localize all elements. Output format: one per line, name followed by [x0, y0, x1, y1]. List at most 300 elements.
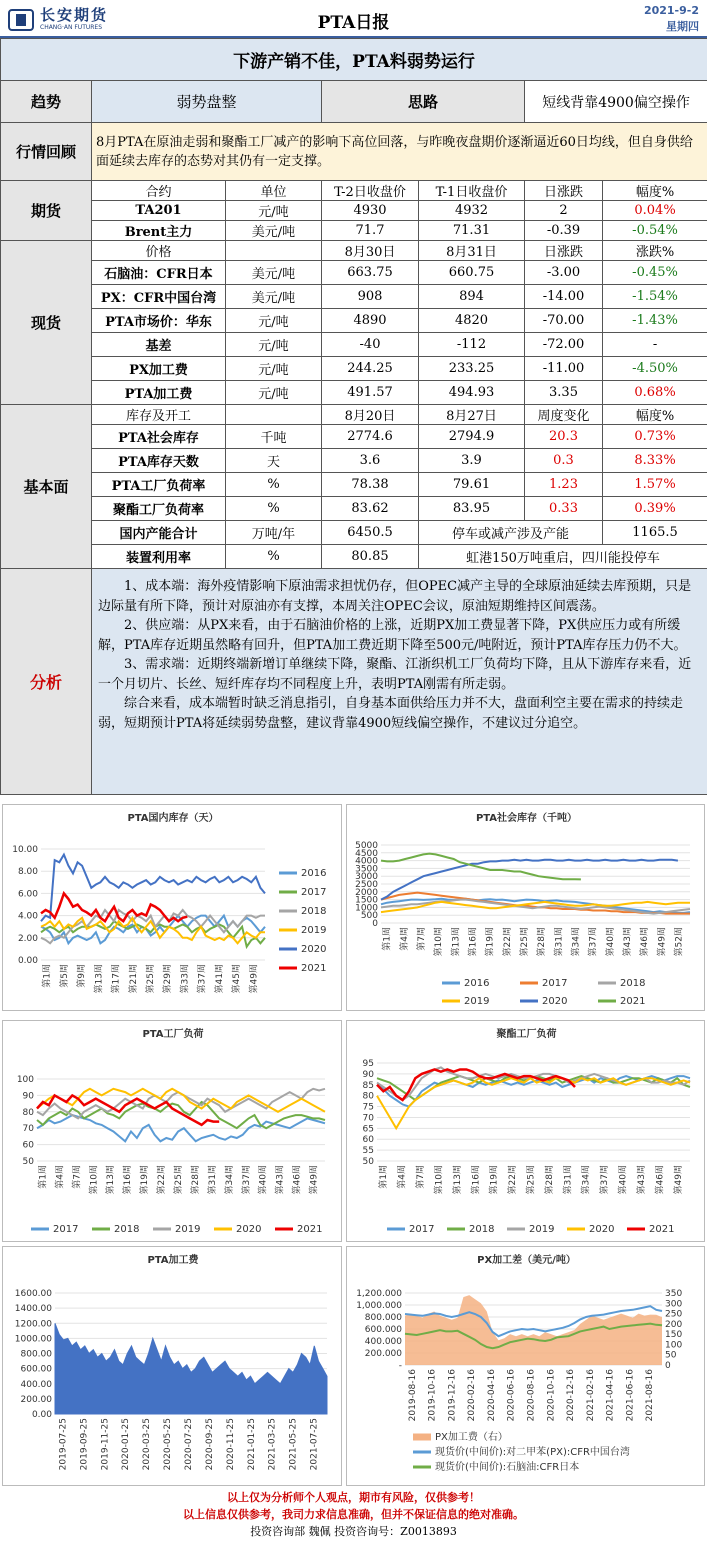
fund-value: 2774.6	[322, 425, 419, 449]
spot-value: 4890	[322, 309, 419, 333]
report-table	[0, 38, 707, 795]
legend-entry: PX加工费（右）	[435, 1432, 508, 1443]
analysis-paragraph: 综合来看，成本端暂时缺乏消息指引，自身基本面供给压力并不大，盘面利空主要在需求的持续走弱，短期预计PTA将延续弱势盘整，建议背靠4900短线偏空操作，不建议过分追空。	[98, 696, 684, 731]
x-tick-label: 2020-02-16	[467, 1369, 478, 1422]
x-tick-label: 第43周	[636, 1165, 647, 1195]
x-tick-label: 第25周	[519, 927, 530, 957]
chart-px-spread	[347, 1247, 706, 1487]
x-tick-label: 第1周	[38, 1165, 49, 1189]
x-tick-label: 第4周	[397, 1165, 408, 1189]
y-tick-label: 50	[22, 1157, 34, 1167]
legend-entry: 2016	[464, 978, 490, 989]
x-tick-label: 第22周	[508, 1165, 519, 1195]
x-tick-label: 第22周	[502, 927, 513, 957]
series-line	[41, 893, 187, 921]
y-tick-label: 65	[362, 1124, 374, 1135]
capacity-label: 国内产能合计	[92, 521, 226, 545]
analysis-body	[92, 569, 707, 795]
y-tick-label: 2000	[355, 887, 378, 898]
headline: 下游产销不佳，PTA料弱势运行	[1, 39, 707, 81]
spot-change: -3.00	[525, 261, 603, 285]
y2-tick-label: 200	[665, 1319, 683, 1330]
x-tick-label: 第4周	[55, 1165, 66, 1189]
fund-value: 3.9	[419, 449, 525, 473]
y-tick-label: 1400.00	[14, 1304, 52, 1315]
disclaimer-2: 以上信息仅供参考，我司力求信息准确，但并不保证信息的绝对准确。	[183, 1508, 524, 1521]
x-tick-label: 第16周	[471, 1165, 482, 1195]
x-tick-label: 第40周	[618, 1165, 629, 1195]
chart-pta-margin	[3, 1247, 343, 1487]
utilization-value: 80.85	[322, 545, 419, 569]
x-tick-label: 第46周	[640, 927, 651, 957]
spot-unit: 元/吨	[226, 357, 322, 381]
analysis-paragraph: 3、需求端：近期终端新增订单继续下降，聚酯、江浙织机工厂负荷均下降，且从下游库存来看，近一个月切片、长丝、短纤库存均不同程度上升，表明PTA刚需有所走弱。	[98, 657, 692, 692]
utilization-label: 装置利用率	[92, 545, 226, 569]
analysis-paragraph: 1、成本端：海外疫情影响下原油需求担忧仍存，但OPEC减产主导的全球原油延续去库预期，只是边际量有所下降，预计对原油亦有支撑，本周关注OPEC会议，原油短期维持区间震荡。	[98, 579, 692, 614]
y-tick-label: 3000	[355, 872, 378, 883]
fund-header: 幅度%	[603, 405, 707, 425]
chart-panel-pta-load	[2, 1020, 342, 1242]
x-tick-label: 2020-06-16	[506, 1369, 517, 1422]
legend-entry: 2019	[175, 1224, 201, 1235]
analysis-paragraph: 2、供应端：从PX来看，由于石脑油价格的上涨，近期PX加工费显著下降，PX供应压力或有所缓解，PTA库存近期虽然略有回升，但PTA加工费近期下降至500元/吨附近，预计PTA库存压力仍不大。	[98, 618, 687, 653]
futures-price: 71.7	[322, 221, 419, 241]
x-tick-label: 2021-06-16	[625, 1369, 636, 1422]
futures-pct: -0.54%	[603, 221, 707, 241]
spot-unit: 元/吨	[226, 381, 322, 405]
spot-change: -14.00	[525, 285, 603, 309]
y-tick-label: 100	[16, 1075, 34, 1085]
chart-panel-inventory-days	[2, 804, 342, 1011]
legend-entry: 2021	[301, 963, 327, 974]
x-tick-label: 2021-01-25	[246, 1418, 257, 1471]
x-tick-label: 第25周	[146, 964, 156, 994]
x-tick-label: 2020-04-16	[486, 1369, 497, 1422]
spot-pct: -	[603, 333, 707, 357]
spot-item: 基差	[92, 333, 226, 357]
spot-item: PX：CFR中国台湾	[92, 285, 226, 309]
series-line	[41, 855, 265, 922]
y-tick-label: 4500	[355, 848, 378, 859]
chart-title: 聚酯工厂负荷	[496, 1029, 557, 1040]
x-tick-label: 第7周	[416, 927, 427, 951]
x-tick-label: 2020-11-25	[225, 1418, 236, 1471]
legend-entry: 2017	[542, 978, 568, 989]
y-tick-label: 0	[372, 919, 378, 929]
y-tick-label: -	[398, 1361, 402, 1371]
futures-header: 单位	[226, 181, 322, 201]
trend-value: 弱势盘整	[92, 81, 322, 123]
x-tick-label: 第41周	[214, 964, 225, 994]
fundamentals-label: 基本面	[1, 405, 92, 569]
logo-name-en: CHANG·AN FUTURES	[40, 24, 103, 31]
x-tick-label: 2020-05-25	[163, 1418, 174, 1471]
x-tick-label: 2020-03-25	[142, 1418, 153, 1471]
x-tick-label: 第7周	[416, 1165, 427, 1189]
legend-entry: 2021	[649, 1224, 675, 1235]
legend-entry: 2016	[301, 868, 327, 879]
futures-contract: Brent主力	[92, 221, 226, 241]
futures-unit: 美元/吨	[226, 221, 322, 241]
x-tick-label: 第4周	[399, 927, 410, 951]
x-tick-label: 第45周	[232, 964, 243, 994]
spot-value: -112	[419, 333, 525, 357]
report-header	[0, 0, 707, 38]
x-tick-label: 2020-09-25	[204, 1418, 215, 1471]
spot-unit: 元/吨	[226, 309, 322, 333]
x-tick-label: 2020-10-16	[546, 1369, 557, 1422]
x-tick-label: 第29周	[163, 964, 174, 994]
x-tick-label: 第34周	[224, 1165, 235, 1195]
y-tick-label: 1,000.000	[356, 1301, 402, 1311]
x-tick-label: 第5周	[59, 964, 70, 988]
capacity-value: 6450.5	[322, 521, 419, 545]
y-tick-label: 3500	[355, 864, 378, 875]
x-tick-label: 2021-02-16	[585, 1369, 596, 1422]
y-tick-label: 400.00	[20, 1379, 52, 1390]
fund-value: 83.95	[419, 497, 525, 521]
futures-label: 期货	[1, 181, 92, 241]
x-tick-label: 2021-04-16	[605, 1369, 616, 1422]
y-tick-label: 0.00	[17, 956, 38, 966]
fund-change: 1.23	[525, 473, 603, 497]
y-tick-label: 0.00	[31, 1410, 52, 1420]
x-tick-label: 第17周	[111, 964, 122, 994]
chart-title: PTA工厂负荷	[142, 1029, 204, 1040]
x-tick-label: 第49周	[309, 1165, 320, 1195]
x-tick-label: 2019-09-25	[79, 1418, 90, 1471]
x-tick-label: 第34周	[571, 927, 582, 957]
y-tick-label: 60	[22, 1140, 34, 1151]
y-tick-label: 200.000	[364, 1349, 402, 1359]
chart-panel-pta-margin	[2, 1246, 342, 1486]
fund-item: PTA工厂负荷率	[92, 473, 226, 497]
y2-tick-label: 350	[665, 1289, 683, 1299]
x-tick-label: 第28周	[537, 927, 548, 957]
legend-entry: 2019	[301, 925, 327, 936]
spot-header: 日涨跌	[525, 241, 603, 261]
idea-value: 短线背靠4900偏空操作	[525, 81, 707, 123]
spot-pct: -4.50%	[603, 357, 707, 381]
series-line	[377, 1078, 690, 1128]
legend-entry: 2020	[301, 944, 327, 955]
utilization-note: 虹港150万吨重启，四川能投停车	[419, 545, 707, 569]
y-tick-label: 2.00	[17, 933, 38, 944]
review-label: 行情回顾	[1, 123, 92, 181]
y-tick-label: 70	[362, 1113, 374, 1124]
y-tick-label: 90	[22, 1091, 34, 1102]
legend-entry: 2018	[301, 906, 327, 917]
fund-header: 库存及开工	[92, 405, 226, 425]
x-tick-label: 第37周	[600, 1165, 611, 1195]
x-tick-label: 第37周	[197, 964, 208, 994]
chart-inventory-days	[3, 805, 343, 1012]
fund-pct: 8.33%	[603, 449, 707, 473]
x-tick-label: 第31周	[563, 1165, 574, 1195]
disclaimer-1: 以上仅为分析师个人观点，期市有风险，仅供参考！	[227, 1491, 480, 1504]
spot-pct: 0.68%	[603, 381, 707, 405]
fund-header: 8月20日	[322, 405, 419, 425]
x-tick-label: 第13周	[106, 1165, 117, 1195]
chart-polyester-load	[347, 1021, 706, 1243]
x-tick-label: 第52周	[674, 927, 685, 957]
fund-change: 20.3	[525, 425, 603, 449]
spot-pct: -1.54%	[603, 285, 707, 309]
y-tick-label: 80	[22, 1107, 34, 1118]
x-tick-label: 第16周	[123, 1165, 134, 1195]
report-title: PTA日报	[317, 13, 390, 33]
analysis-label: 分析	[1, 569, 92, 795]
x-tick-label: 2021-07-25	[309, 1418, 320, 1471]
x-tick-label: 第1周	[42, 964, 53, 988]
y-tick-label: 800.00	[20, 1349, 52, 1360]
y-tick-label: 1500	[355, 895, 378, 906]
y2-tick-label: 100	[665, 1340, 683, 1351]
fund-item: 聚酯工厂负荷率	[92, 497, 226, 521]
x-tick-label: 第37周	[588, 927, 599, 957]
spot-item: PX加工费	[92, 357, 226, 381]
legend-entry: 2017	[53, 1224, 79, 1235]
capacity-note-value: 1165.5	[603, 521, 707, 545]
fund-item: PTA库存天数	[92, 449, 226, 473]
y2-tick-label: 300	[665, 1299, 683, 1310]
x-tick-label: 2020-12-16	[566, 1369, 577, 1422]
x-tick-label: 第13周	[94, 964, 105, 994]
spot-item: PTA加工费	[92, 381, 226, 405]
spot-unit: 美元/吨	[226, 261, 322, 285]
x-tick-label: 2020-07-25	[184, 1418, 194, 1471]
y-tick-label: 4.00	[17, 911, 38, 922]
spot-header: 涨跌%	[603, 241, 707, 261]
x-tick-label: 第40周	[258, 1165, 269, 1195]
x-tick-label: 第10周	[434, 927, 445, 957]
x-tick-label: 2021-05-25	[288, 1418, 299, 1471]
spot-pct: -0.45%	[603, 261, 707, 285]
y-tick-label: 4000	[355, 856, 378, 867]
y-tick-label: 8.00	[17, 867, 38, 878]
futures-contract: TA201	[92, 201, 226, 221]
spot-value: 894	[419, 285, 525, 309]
fund-value: 2794.9	[419, 425, 525, 449]
legend-entry: 2017	[301, 887, 327, 898]
fund-unit: 天	[226, 449, 322, 473]
x-tick-label: 第10周	[89, 1165, 100, 1195]
x-tick-label: 第28周	[544, 1165, 555, 1195]
y-tick-label: 1600.00	[14, 1289, 52, 1299]
legend-entry: 2018	[114, 1224, 140, 1235]
x-tick-label: 第46周	[655, 1165, 666, 1195]
y2-tick-label: 50	[665, 1350, 677, 1361]
fund-change: 0.33	[525, 497, 603, 521]
futures-unit: 元/吨	[226, 201, 322, 221]
fund-change: 0.3	[525, 449, 603, 473]
y-tick-label: 500	[360, 911, 378, 922]
x-tick-label: 第21周	[128, 964, 139, 994]
capacity-note-label: 停车或减产涉及产能	[419, 521, 603, 545]
x-tick-label: 第43周	[275, 1165, 286, 1195]
y2-tick-label: 150	[665, 1330, 683, 1341]
x-tick-label: 第19周	[140, 1165, 151, 1195]
y-tick-label: 1000	[355, 903, 378, 914]
logo-name: 长安期货	[40, 6, 109, 24]
chart-panel-polyester-load	[346, 1020, 705, 1242]
x-tick-label: 2021-03-25	[267, 1418, 278, 1471]
y-tick-label: 60	[362, 1135, 374, 1146]
legend-entry: 2020	[236, 1224, 262, 1235]
weekday-text: 星期四	[666, 20, 699, 33]
spot-value: 233.25	[419, 357, 525, 381]
spot-value: -40	[322, 333, 419, 357]
legend-entry: 2021	[620, 996, 646, 1007]
series-line	[381, 854, 581, 880]
x-tick-label: 第9周	[77, 964, 88, 988]
legend-entry: 2021	[297, 1224, 323, 1235]
y-tick-label: 2500	[355, 880, 378, 890]
futures-header: 幅度%	[603, 181, 707, 201]
idea-label: 思路	[322, 81, 525, 123]
footer	[0, 1489, 707, 1543]
futures-price: 4932	[419, 201, 525, 221]
fund-pct: 0.39%	[603, 497, 707, 521]
fund-pct: 0.73%	[603, 425, 707, 449]
futures-change: -0.39	[525, 221, 603, 241]
y-tick-label: 95	[362, 1059, 374, 1069]
x-tick-label: 第43周	[622, 927, 633, 957]
fund-value: 79.61	[419, 473, 525, 497]
futures-price: 71.31	[419, 221, 525, 241]
legend-entry: 2020	[542, 996, 568, 1007]
spot-change: -70.00	[525, 309, 603, 333]
y-tick-label: 85	[362, 1080, 374, 1091]
fund-unit: 千吨	[226, 425, 322, 449]
y-tick-label: 400.000	[364, 1337, 402, 1347]
spot-value: 4820	[419, 309, 525, 333]
fund-header	[226, 405, 322, 425]
y-tick-label: 5000	[355, 841, 378, 851]
chart-title: PTA加工费	[147, 1255, 199, 1266]
fund-value: 83.62	[322, 497, 419, 521]
y-tick-label: 50	[362, 1157, 374, 1167]
analyst-info: 投资咨询部 魏佩 投资咨询号：Z0013893	[250, 1525, 457, 1538]
chart-title: PX加工差（美元/吨）	[477, 1255, 576, 1266]
legend-entry: 2019	[464, 996, 490, 1007]
legend-entry: 2020	[589, 1224, 615, 1235]
y-tick-label: 600.000	[364, 1325, 402, 1335]
x-tick-label: 2019-08-16	[407, 1369, 418, 1422]
y2-tick-label: 250	[665, 1309, 683, 1320]
x-tick-label: 2019-12-16	[447, 1369, 458, 1422]
x-tick-label: 第22周	[157, 1165, 168, 1195]
futures-header: 合约	[92, 181, 226, 201]
x-tick-label: 第37周	[241, 1165, 252, 1195]
chart-title: PTA社会库存（千吨）	[475, 813, 578, 824]
y-tick-label: 600.00	[20, 1364, 52, 1375]
futures-header: T-1日收盘价	[419, 181, 525, 201]
spot-header: 8月30日	[322, 241, 419, 261]
futures-price: 4930	[322, 201, 419, 221]
legend-entry: 2018	[620, 978, 646, 989]
fund-header: 8月27日	[419, 405, 525, 425]
fund-item: PTA社会库存	[92, 425, 226, 449]
x-tick-label: 2019-10-16	[427, 1369, 438, 1422]
x-tick-label: 第49周	[673, 1165, 684, 1195]
chart-title: PTA国内库存（天）	[127, 813, 219, 824]
x-tick-label: 2019-11-25	[100, 1418, 111, 1471]
x-tick-label: 第28周	[190, 1165, 201, 1195]
y-tick-label: 6.00	[17, 889, 38, 900]
y-tick-label: 1000.00	[14, 1334, 52, 1345]
spot-value: 244.25	[322, 357, 419, 381]
spot-value: 491.57	[322, 381, 419, 405]
x-tick-label: 第33周	[180, 964, 191, 994]
x-tick-label: 2020-08-16	[526, 1369, 537, 1422]
y-tick-label: 10.00	[12, 845, 38, 855]
futures-change: 2	[525, 201, 603, 221]
y-tick-label: 200.00	[20, 1394, 52, 1405]
spot-unit: 美元/吨	[226, 285, 322, 309]
x-tick-label: 第31周	[207, 1165, 218, 1195]
x-tick-label: 第25周	[174, 1165, 184, 1195]
x-tick-label: 第46周	[292, 1165, 303, 1195]
report-date	[644, 3, 699, 35]
date-text: 2021-9-2	[643, 4, 699, 17]
futures-header: T-2日收盘价	[322, 181, 419, 201]
legend-entry: 2018	[469, 1224, 495, 1235]
spot-unit: 元/吨	[226, 333, 322, 357]
legend-entry: 2019	[529, 1224, 555, 1235]
x-tick-label: 第40周	[605, 927, 616, 957]
y2-tick-label: 0	[665, 1361, 671, 1371]
spot-item: 石脑油：CFR日本	[92, 261, 226, 285]
x-tick-label: 第19周	[485, 927, 496, 957]
utilization-unit: %	[226, 545, 322, 569]
y-tick-label: 90	[362, 1069, 374, 1080]
x-tick-label: 第25周	[526, 1165, 537, 1195]
fund-value: 78.38	[322, 473, 419, 497]
fund-pct: 1.57%	[603, 473, 707, 497]
y-tick-label: 800.000	[364, 1313, 402, 1323]
legend-entry: 现货价(中间价):对二甲苯(PX):CFR中国台湾	[435, 1447, 630, 1458]
x-tick-label: 第13周	[452, 1165, 463, 1195]
capacity-unit: 万吨/年	[226, 521, 322, 545]
y-tick-label: 1,200.000	[356, 1289, 402, 1299]
fund-unit: %	[226, 497, 322, 521]
chart-panel-px-spread	[346, 1246, 705, 1486]
x-tick-label: 第49周	[249, 964, 260, 994]
legend-entry: 现货价(中间价):石脑油:CFR日本	[435, 1462, 580, 1473]
spot-header	[226, 241, 322, 261]
spot-item: PTA市场价：华东	[92, 309, 226, 333]
fund-unit: %	[226, 473, 322, 497]
y-tick-label: 1200.00	[14, 1319, 52, 1330]
spot-value: 660.75	[419, 261, 525, 285]
x-tick-label: 2019-07-25	[58, 1418, 69, 1471]
x-tick-label: 2020-01-25	[121, 1418, 132, 1471]
fund-header: 周度变化	[525, 405, 603, 425]
spot-header: 价格	[92, 241, 226, 261]
x-tick-label: 第1周	[379, 1165, 390, 1189]
chart-social-inventory	[347, 805, 706, 1012]
spot-change: -11.00	[525, 357, 603, 381]
x-tick-label: 第19周	[489, 1165, 500, 1195]
futures-header: 日涨跌	[525, 181, 603, 201]
spot-header: 8月31日	[419, 241, 525, 261]
y-tick-label: 55	[362, 1146, 374, 1157]
spot-value: 663.75	[322, 261, 419, 285]
spot-label: 现货	[1, 241, 92, 405]
x-tick-label: 第49周	[657, 927, 668, 957]
y-tick-label: 75	[362, 1102, 374, 1113]
